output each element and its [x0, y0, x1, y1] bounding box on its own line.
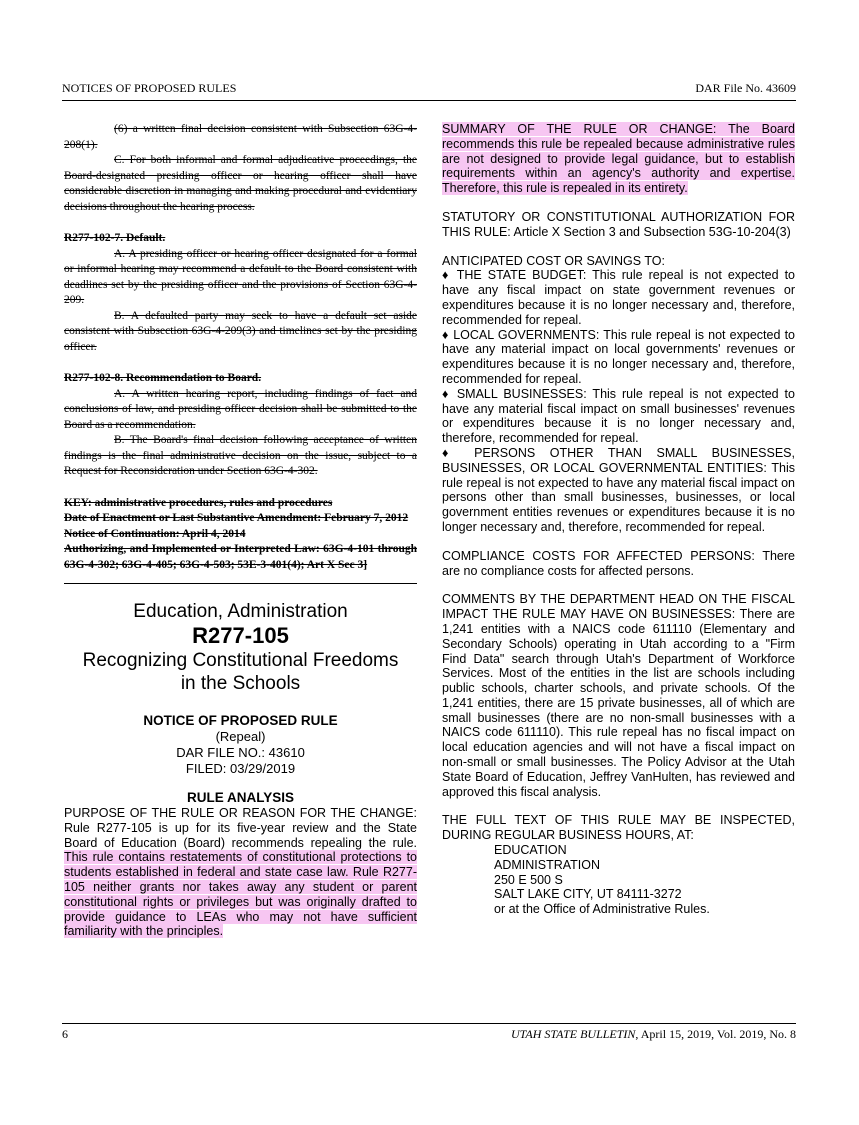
filed-date: FILED: 03/29/2019 — [185, 761, 296, 776]
struck-enactment: Date of Enactment or Last Substantive Amendment: February 7, 2012 — [64, 512, 409, 524]
purpose-text: PURPOSE OF THE RULE OR REASON FOR THE CHANGE: Rule R277-105 is up for its five-year review and the State Board of Education (Board) recommends repealing the rule. — [64, 806, 417, 850]
department-head-comments: COMMENTS BY THE DEPARTMENT HEAD ON THE FISCAL IMPACT THE RULE MAY HAVE ON BUSINESSES: There are 1,241 entities with a NAICS code 611110 (Elementary and Secondary Schools) operating in Utah according to a "Firm Find Data" search through Utah's Department of Workforce Services. Most of the entities in the list are schools including public schools, charter schools, and private schools. Of the 1,241 entities, there are 15 private businesses, all of which are small businesses (there are no non-small businesses with a NAICS code 611110). This rule repeal has no fiscal impact on local education agencies and will not have a fiscal impact on non-small or small businesses. The Policy Advisor at the Utah State Board of Education, Jeffrey VanHulten, has reviewed and approved this fiscal analysis. — [442, 592, 795, 799]
struck-section-heading: R277-102-7. Default. — [64, 232, 166, 244]
publication-info — [511, 1027, 796, 1042]
summary-highlight: SUMMARY OF THE RULE OR CHANGE: The Board recommends this rule be repealed because administrative rules are not designed to provide legal guidance, but to establish requirements within an agency's authority and expertise. Therefore, this rule is repealed in its entirety. — [442, 122, 795, 196]
rule-number: R277-105 — [192, 623, 289, 648]
section-divider — [64, 583, 417, 584]
left-column — [64, 122, 417, 939]
page-footer — [62, 1027, 796, 1042]
agency-name: Education, Administration — [133, 601, 348, 622]
struck-paragraph: B. A defaulted party may seek to have a default set aside consistent with Subsection 63G-4-209(3) and timelines set by the presiding officer. — [64, 309, 417, 353]
page-number: 6 — [62, 1027, 68, 1041]
state-budget-impact: ♦ THE STATE BUDGET: This rule repeal is not expected to have any fiscal impact on state government revenues or expenditures because it is no longer necessary and, therefore, recommended for repeal. — [442, 268, 795, 327]
struck-paragraph: C. For both informal and formal adjudicative proceedings, the Board-designated presiding officer or hearing officer shall have considerable discretion in managing and making procedural and evidentiary decisions throughout the hearing process. — [64, 154, 417, 213]
struck-paragraph: B. The Board's final decision following acceptance of written findings is the final administrative decision on the issue, subject to a Request for Reconsideration under Section 63G-4-302. — [64, 434, 417, 477]
full-text-location: THE FULL TEXT OF THIS RULE MAY BE INSPECTED, DURING REGULAR BUSINESS HOURS, AT: — [442, 813, 795, 843]
purpose-highlight: This rule contains restatements of constitutional protections to students established in federal and state case law. Rule R277-105 neither grants nor takes away any student or parent constitutional rights or privileges but was originally drafted to provide guidance to LEAs who may not have sufficient familiarity with the principles. — [64, 850, 417, 939]
struck-paragraph: A. A presiding officer or hearing officer designated for a formal or informal hearing may recommend a default to the Board consistent with deadlines set by the presiding officer and the provisions of Section 63G-4-209. — [64, 247, 417, 306]
address-line: ADMINISTRATION — [494, 857, 601, 872]
analysis-text — [442, 122, 795, 917]
struck-continuation: Notice of Continuation: April 4, 2014 — [64, 527, 246, 540]
struck-section-heading: R277-102-8. Recommendation to Board. — [64, 372, 262, 384]
agency-address — [442, 843, 795, 917]
purpose-section — [64, 806, 417, 939]
struck-key: KEY: administrative procedures, rules and procedures — [64, 496, 333, 509]
publication-title: UTAH STATE BULLETIN — [510, 1027, 636, 1041]
rule-name-line1: Recognizing Constitutional Freedoms — [82, 650, 399, 671]
small-business-impact: ♦ SMALL BUSINESSES: This rule repeal is not expected to have any material fiscal impact on small businesses' revenues or expenditures because it is no longer necessary and, therefore, recommended for repeal. — [442, 386, 795, 446]
rule-analysis-heading: RULE ANALYSIS — [186, 790, 295, 805]
struck-rule-text — [64, 122, 417, 573]
notice-type: NOTICE OF PROPOSED RULE — [143, 713, 338, 728]
local-government-impact: ♦ LOCAL GOVERNMENTS: This rule repeal is not expected to have any material impact on local governments' revenues or expenditures because it is no longer necessary and, therefore, recommended for repeal. — [442, 327, 795, 386]
page-header — [62, 81, 796, 96]
address-line: SALT LAKE CITY, UT 84111-3272 — [494, 887, 682, 902]
footer-divider — [62, 1023, 796, 1024]
notice-block — [64, 713, 417, 777]
address-line: EDUCATION — [494, 843, 567, 858]
header-divider — [62, 100, 796, 101]
dar-file-number: DAR FILE NO.: 43610 — [176, 745, 305, 760]
statutory-authorization: STATUTORY OR CONSTITUTIONAL AUTHORIZATION FOR THIS RULE: Article X Section 3 and Subsection 53G-10-204(3) — [442, 209, 795, 239]
struck-paragraph: A. A written hearing report, including findings of fact and conclusions of law, and presiding officer decision shall be submitted to the Board as a recommendation. — [64, 387, 417, 431]
struck-authorizing: Authorizing, and Implemented or Interpreted Law: 63G-4-101 through 63G-4-302; 63G-4-405; 63G-4-503; 53E-3-401(4); Art X Sec 3] — [64, 543, 417, 571]
address-line: or at the Office of Administrative Rules. — [494, 902, 710, 917]
struck-paragraph: (6) a written final decision consistent with Subsection 63G-4-208(1). — [64, 123, 417, 151]
right-column — [442, 122, 795, 917]
compliance-costs: COMPLIANCE COSTS FOR AFFECTED PERSONS: There are no compliance costs for affected persons. — [442, 548, 795, 578]
rule-title-block — [64, 600, 417, 695]
issue-info: , April 15, 2019, Vol. 2019, No. 8 — [635, 1027, 796, 1041]
header-section-title: NOTICES OF PROPOSED RULES — [62, 81, 237, 95]
rule-name-line2: in the Schools — [180, 673, 301, 694]
other-persons-impact: ♦ PERSONS OTHER THAN SMALL BUSINESSES, BUSINESSES, OR LOCAL GOVERNMENTAL ENTITIES: This rule repeal is not expected to have any material fiscal impact on persons other than small businesses, businesses, or local government entities revenues or expenditures because it is no longer necessary and, therefore, recommended for repeal. — [442, 445, 795, 534]
anticipated-heading: ANTICIPATED COST OR SAVINGS TO: — [442, 253, 665, 268]
notice-subtype: (Repeal) — [215, 729, 266, 744]
header-dar-file: DAR File No. 43609 — [695, 81, 796, 95]
address-line: 250 E 500 S — [494, 872, 563, 887]
